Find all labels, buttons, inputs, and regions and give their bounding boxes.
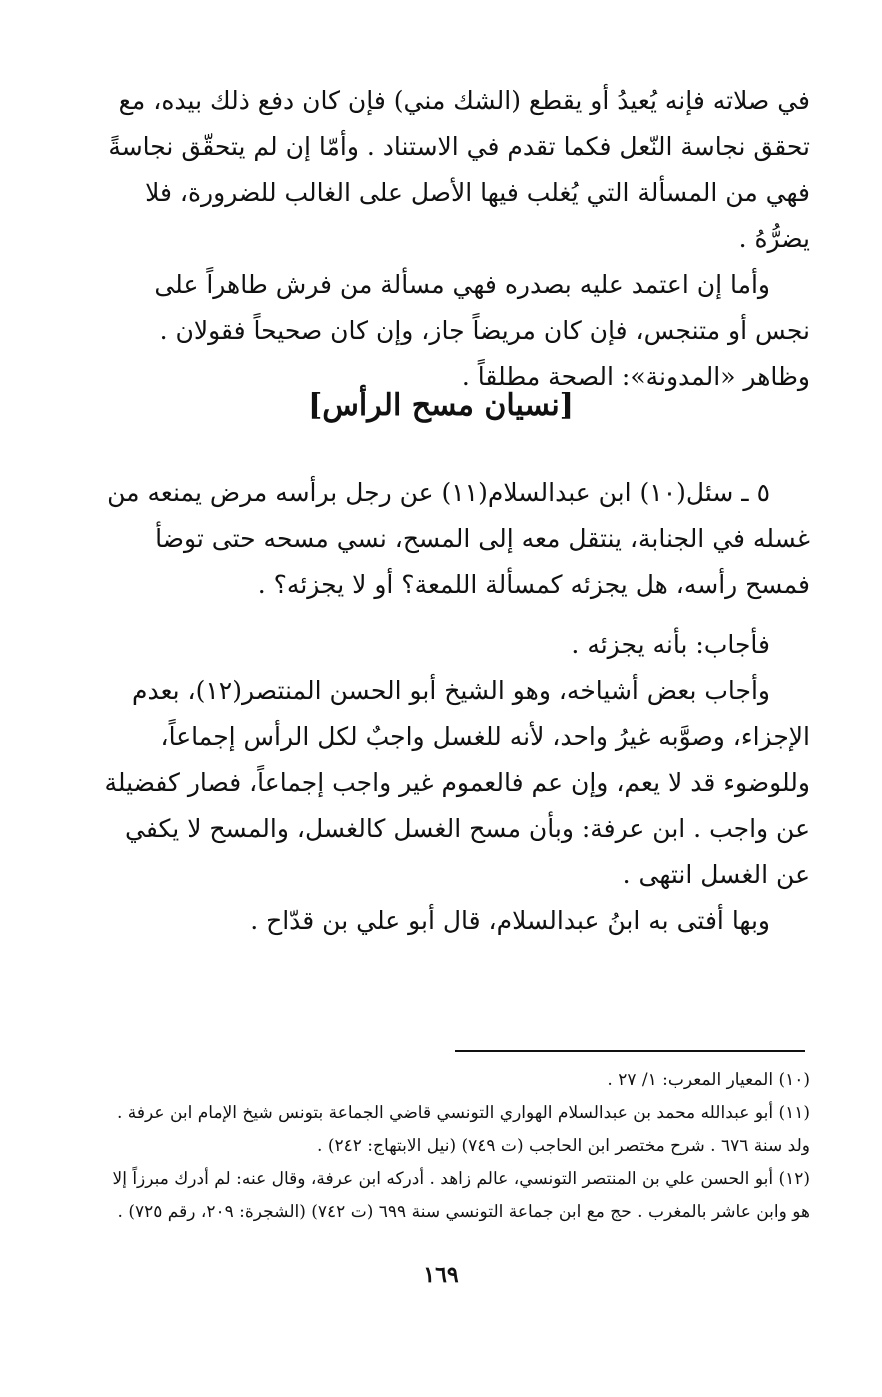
paragraph-2: وأما إن اعتمد عليه بصدره فهي مسألة من فرش طاهراً على نجس أو متنجس، فإن كان مريضاً جاز، وإن كان صحيحاً فقولان . وظاهر «المدونة»: الصحة مطلقاً .	[154, 270, 810, 391]
section-heading: [نسيان مسح الرأس]	[308, 388, 574, 423]
section-text-block	[100, 470, 810, 944]
footnote-divider	[455, 1050, 805, 1052]
paragraph-1: في صلاته فإنه يُعيدُ أو يقطع (الشك مني) فإن كان دفع ذلك بيده، مع تحقق نجاسة النّعل فكما تقدم في الاستناد . وأمّا إن لم يتحقّق نجاسةً فهي من المسألة التي يُغلب فيها الأصل على الغالب للضرورة، فلا يضرُّهُ .	[108, 86, 810, 253]
footnote-12: (١٢) أبو الحسن علي بن المنتصر التونسي، عالم زاهد . أدركه ابن عرفة، وقال عنه: لم أدرك مبرزاً إلا هو وابن عاشر بالمغرب . حج مع ابن جماعة التونسي سنة ٦٩٩ (ت ٧٤٢) (الشجرة: ٢٠٩، رقم ٧٢٥) .	[112, 1169, 810, 1222]
closing-paragraph: وبها أفتى به ابنُ عبدالسلام، قال أبو علي بن قدّاح .	[250, 906, 770, 935]
footnote-10: (١٠) المعيار المعرب: ١/ ٢٧ .	[607, 1070, 810, 1090]
question-paragraph: ٥ ـ سئل(١٠) ابن عبدالسلام(١١) عن رجل برأسه مرض يمنعه من غسله في الجنابة، ينتقل معه إلى المسح، نسي مسحه حتى توضأ فمسح رأسه، هل يجزئه كمسألة اللمعة؟ أو لا يجزئه؟ .	[107, 478, 810, 599]
discussion-paragraph: وأجاب بعض أشياخه، وهو الشيخ أبو الحسن المنتصر(١٢)، بعدم الإجزاء، وصوَّبه غيرُ واحد، لأنه للغسل واجبٌ لكل الرأس إجماعاً، وللوضوء قد لا يعم، وإن عم فالعموم غير واجب إجماعاً، فصار كفضيلة عن واجب . ابن عرفة: وبأن مسح الغسل كالغسل، والمسح لا يكفي عن الغسل انتهى .	[104, 676, 810, 889]
page-number: ١٦٩	[423, 1262, 459, 1288]
footnote-11: (١١) أبو عبدالله محمد بن عبدالسلام الهواري التونسي قاضي الجماعة بتونس شيخ الإمام ابن عرفة . ولد سنة ٦٧٦ . شرح مختصر ابن الحاجب (ت ٧٤٩) (نيل الابتهاج: ٢٤٢) .	[117, 1103, 810, 1156]
answer-paragraph: فأجاب: بأنه يجزئه .	[571, 630, 770, 659]
top-text-block	[100, 78, 810, 400]
footnotes-block	[100, 1064, 810, 1229]
